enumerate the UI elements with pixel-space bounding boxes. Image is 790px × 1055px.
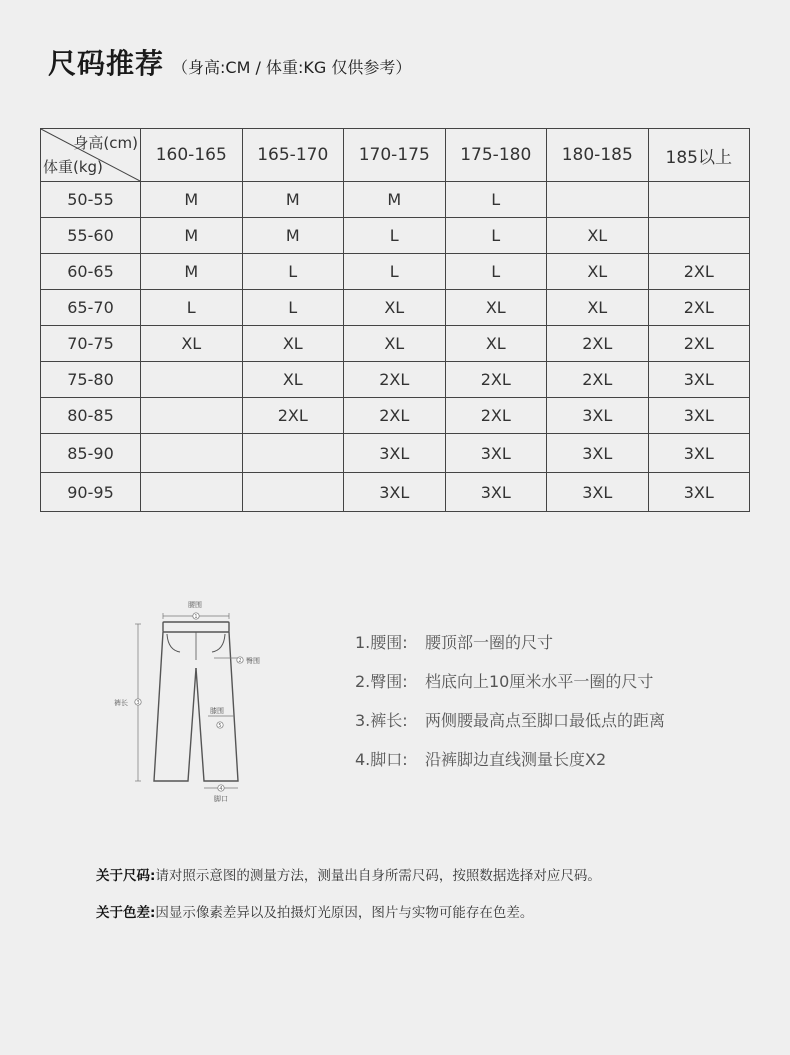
size-cell: 3XL: [445, 434, 547, 473]
table-row: [41, 182, 750, 218]
measurement-list: [355, 630, 665, 786]
size-cell: L: [445, 218, 547, 254]
size-cell: 2XL: [344, 362, 446, 398]
size-cell: XL: [547, 290, 649, 326]
size-cell: 3XL: [547, 434, 649, 473]
measure-desc: 沿裤脚边直线测量长度X2: [425, 750, 607, 769]
weight-cell: 90-95: [41, 473, 141, 512]
size-cell: 3XL: [648, 434, 750, 473]
hem-label: 脚口: [214, 795, 228, 803]
table-header-row: [41, 129, 750, 182]
title-subtitle: （身高:CM / 体重:KG 仅供参考）: [172, 58, 412, 77]
page-title: [48, 42, 411, 82]
size-cell: L: [445, 254, 547, 290]
size-cell: M: [141, 254, 243, 290]
waist-label: 腰围: [188, 601, 202, 609]
size-cell: 2XL: [445, 398, 547, 434]
size-cell: [242, 473, 344, 512]
size-cell: 2XL: [648, 326, 750, 362]
size-cell: L: [344, 218, 446, 254]
size-cell: 3XL: [648, 473, 750, 512]
note-label: 关于尺码:: [96, 868, 156, 884]
size-cell: 2XL: [648, 290, 750, 326]
size-cell: [141, 398, 243, 434]
size-cell: XL: [242, 326, 344, 362]
size-cell: M: [141, 218, 243, 254]
pants-diagram: [110, 598, 310, 808]
size-cell: XL: [242, 362, 344, 398]
measure-label: 4.脚口:: [355, 750, 408, 769]
size-cell: 3XL: [648, 362, 750, 398]
title-main: 尺码推荐: [48, 47, 165, 80]
measure-desc: 档底向上10厘米水平一圈的尺寸: [425, 672, 654, 691]
measure-desc: 腰顶部一圈的尺寸: [425, 633, 554, 652]
weight-cell: 55-60: [41, 218, 141, 254]
size-cell: [242, 434, 344, 473]
svg-text:2: 2: [238, 658, 242, 664]
color-note: [96, 901, 533, 921]
pants-outline-illustration: [110, 598, 310, 808]
size-cell: XL: [445, 326, 547, 362]
table-row: [41, 434, 750, 473]
size-cell: 2XL: [547, 362, 649, 398]
size-cell: 3XL: [547, 473, 649, 512]
size-cell: 3XL: [547, 398, 649, 434]
size-cell: L: [141, 290, 243, 326]
size-cell: XL: [547, 254, 649, 290]
measure-label: 1.腰围:: [355, 633, 408, 652]
height-header: 175-180: [445, 129, 547, 182]
weight-cell: 80-85: [41, 398, 141, 434]
table-row: [41, 362, 750, 398]
table-corner-cell: [41, 129, 141, 182]
hip-label: 臀围: [246, 657, 260, 665]
table-row: [41, 398, 750, 434]
size-cell: M: [141, 182, 243, 218]
size-cell: L: [242, 290, 344, 326]
height-header: 185以上: [648, 129, 750, 182]
knee-label: 膝围: [210, 707, 224, 715]
size-cell: [141, 362, 243, 398]
size-cell: XL: [344, 290, 446, 326]
size-cell: [648, 218, 750, 254]
size-table: [40, 128, 750, 512]
size-cell: 3XL: [344, 434, 446, 473]
size-cell: 2XL: [547, 326, 649, 362]
weight-axis-label: 体重(kg): [43, 158, 103, 176]
size-note: [96, 864, 601, 884]
list-item: [355, 708, 665, 747]
size-cell: L: [344, 254, 446, 290]
list-item: [355, 747, 665, 786]
size-cell: XL: [344, 326, 446, 362]
size-cell: XL: [141, 326, 243, 362]
height-header: 160-165: [141, 129, 243, 182]
table-row: [41, 290, 750, 326]
size-cell: [141, 434, 243, 473]
size-cell: [141, 473, 243, 512]
weight-cell: 65-70: [41, 290, 141, 326]
measure-desc: 两侧腰最高点至脚口最低点的距离: [425, 711, 666, 730]
size-cell: 2XL: [242, 398, 344, 434]
size-cell: L: [445, 182, 547, 218]
weight-cell: 70-75: [41, 326, 141, 362]
size-cell: 2XL: [344, 398, 446, 434]
size-cell: M: [242, 218, 344, 254]
height-axis-label: 身高(cm): [73, 134, 138, 152]
measure-label: 2.臀围:: [355, 672, 408, 691]
table-row: [41, 254, 750, 290]
size-cell: L: [242, 254, 344, 290]
note-text: 请对照示意图的测量方法，测量出自身所需尺码，按照数据选择对应尺码。: [155, 868, 601, 884]
size-cell: 2XL: [648, 254, 750, 290]
table-row: [41, 473, 750, 512]
measure-label: 3.裤长:: [355, 711, 408, 730]
weight-cell: 60-65: [41, 254, 141, 290]
svg-text:4: 4: [219, 786, 223, 792]
size-cell: 2XL: [445, 362, 547, 398]
table-row: [41, 218, 750, 254]
size-cell: [648, 182, 750, 218]
size-cell: 3XL: [445, 473, 547, 512]
svg-text:5: 5: [218, 723, 222, 729]
weight-cell: 75-80: [41, 362, 141, 398]
note-text: 因显示像素差异以及拍摄灯光原因，图片与实物可能存在色差。: [155, 905, 534, 921]
table-row: [41, 326, 750, 362]
size-cell: 3XL: [344, 473, 446, 512]
height-header: 165-170: [242, 129, 344, 182]
note-label: 关于色差:: [96, 905, 156, 921]
size-cell: XL: [445, 290, 547, 326]
svg-text:3: 3: [136, 700, 140, 706]
size-cell: M: [344, 182, 446, 218]
height-header: 180-185: [547, 129, 649, 182]
list-item: [355, 630, 665, 669]
size-cell: [547, 182, 649, 218]
list-item: [355, 669, 665, 708]
length-label: 裤长: [114, 699, 128, 707]
size-cell: M: [242, 182, 344, 218]
weight-cell: 85-90: [41, 434, 141, 473]
size-cell: XL: [547, 218, 649, 254]
height-header: 170-175: [344, 129, 446, 182]
svg-text:1: 1: [194, 614, 198, 620]
size-cell: 3XL: [648, 398, 750, 434]
weight-cell: 50-55: [41, 182, 141, 218]
